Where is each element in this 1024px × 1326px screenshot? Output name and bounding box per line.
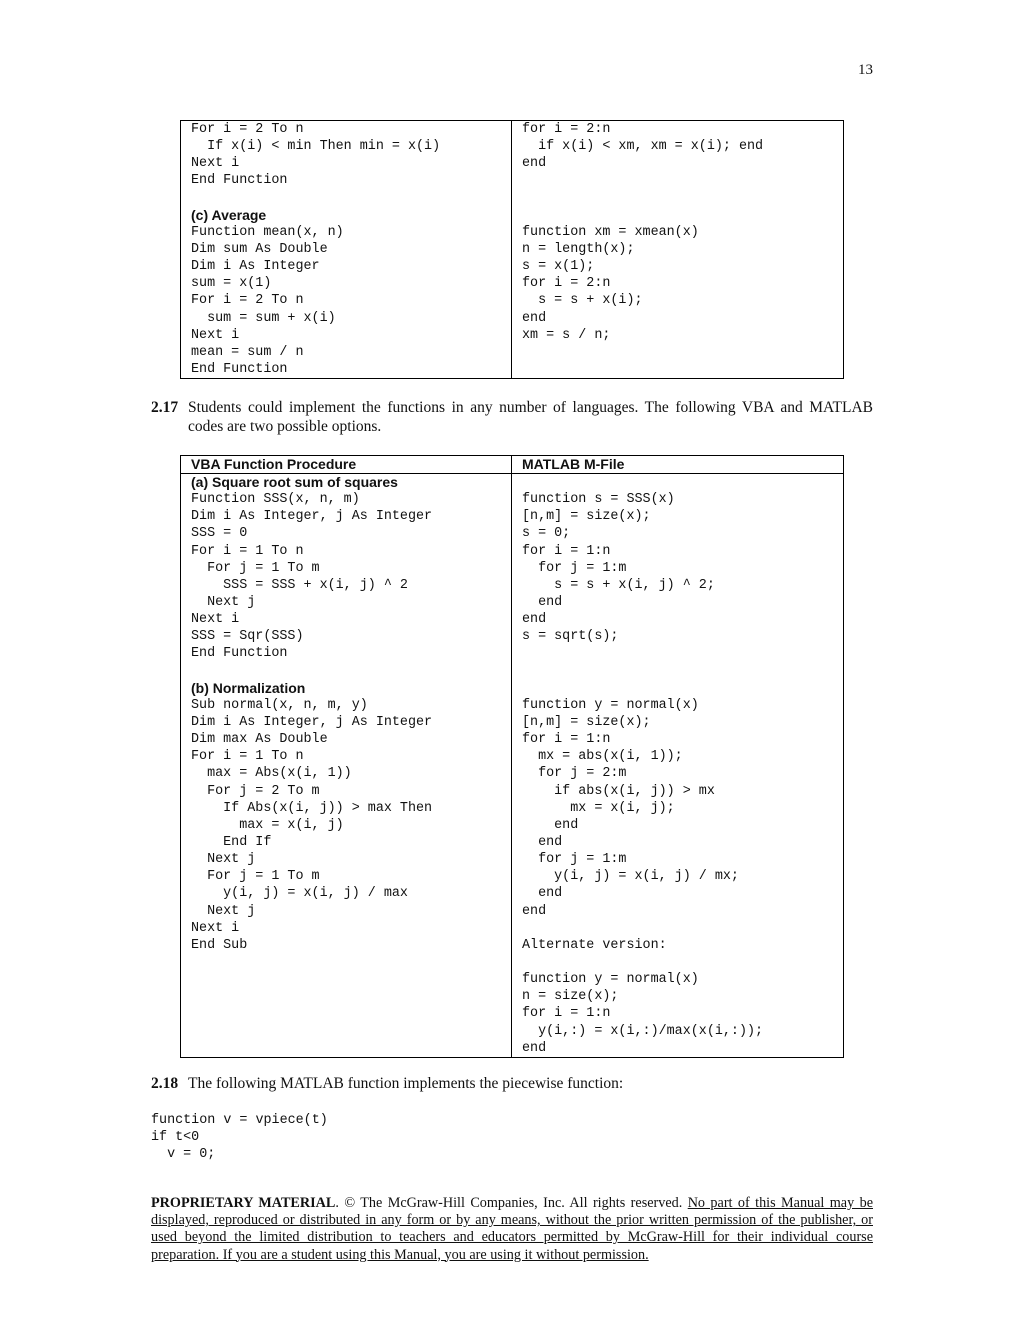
code-line: if abs(x(i, j)) > mx bbox=[522, 783, 715, 799]
code-line: xm = s / n; bbox=[522, 327, 611, 343]
code-line: if x(i) < xm, xm = x(i); end bbox=[522, 139, 764, 155]
code-line: s = sqrt(s); bbox=[522, 629, 619, 645]
code-line: Next i bbox=[191, 920, 240, 936]
code-line: Next i bbox=[191, 156, 240, 172]
code-line: sum = x(1) bbox=[191, 276, 272, 292]
code-line: Dim i As Integer bbox=[191, 259, 320, 275]
code-line: s = s + x(i, j) ^ 2; bbox=[522, 577, 715, 593]
code-line: for i = 1:n bbox=[522, 732, 611, 748]
code-line: Next i bbox=[191, 327, 240, 343]
problem-2-18 bbox=[151, 1074, 873, 1093]
vba-column bbox=[181, 474, 512, 1058]
code-line: Dim i As Integer, j As Integer bbox=[191, 509, 433, 525]
code-line: For i = 1 To n bbox=[191, 543, 304, 559]
code-line: For j = 1 To m bbox=[191, 560, 320, 576]
code-line: if t<0 bbox=[151, 1130, 200, 1146]
code-line: End If bbox=[191, 834, 272, 850]
code-line: Next j bbox=[191, 852, 256, 868]
code-line: Function SSS(x, n, m) bbox=[191, 492, 360, 508]
code-line: end bbox=[522, 817, 579, 833]
code-line: for i = 1:n bbox=[522, 1006, 611, 1022]
vba-code-normal bbox=[191, 697, 511, 954]
matlab-code-normal bbox=[522, 697, 843, 1057]
code-line: end bbox=[522, 612, 547, 628]
code-line: End Sub bbox=[191, 937, 248, 953]
code-line: End Function bbox=[191, 173, 288, 189]
code-line: End Function bbox=[191, 646, 288, 662]
code-line: s = s + x(i); bbox=[522, 293, 643, 309]
code-line: [n,m] = size(x); bbox=[522, 509, 651, 525]
code-table-continued bbox=[180, 120, 844, 379]
matlab-code-block bbox=[522, 121, 843, 172]
code-line: For i = 1 To n bbox=[191, 749, 304, 765]
code-line: y(i, j) = x(i, j) / mx; bbox=[522, 869, 739, 885]
code-line: Dim sum As Double bbox=[191, 241, 328, 257]
code-line: y(i, j) = x(i, j) / max bbox=[191, 886, 408, 902]
code-line: mx = x(i, j); bbox=[522, 800, 675, 816]
header-vba: VBA Function Procedure bbox=[181, 456, 512, 474]
matlab-code-average bbox=[522, 224, 843, 344]
code-line: for i = 2:n bbox=[522, 276, 611, 292]
code-line: sum = sum + x(i) bbox=[191, 310, 336, 326]
vba-code-average bbox=[191, 224, 511, 378]
copyright-text: . © The McGraw-Hill Companies, Inc. All rights reserved. bbox=[335, 1195, 688, 1211]
code-line: For i = 2 To n bbox=[191, 122, 304, 137]
code-line: for i = 2:n bbox=[522, 122, 611, 137]
problem-2-17 bbox=[151, 398, 873, 436]
section-heading-normalization: (b) Normalization bbox=[191, 679, 306, 696]
code-line: function xm = xmean(x) bbox=[522, 224, 699, 240]
section-heading-average: (c) Average bbox=[191, 206, 267, 223]
vba-code-sss bbox=[191, 491, 511, 662]
code-line: mx = abs(x(i, 1)); bbox=[522, 749, 683, 765]
proprietary-label: PROPRIETARY MATERIAL bbox=[151, 1195, 336, 1211]
code-line: end bbox=[522, 594, 563, 610]
code-line: end bbox=[522, 310, 547, 326]
code-line: function s = SSS(x) bbox=[522, 492, 675, 508]
code-line: For j = 1 To m bbox=[191, 869, 320, 885]
matlab-column bbox=[512, 474, 844, 1058]
code-line: end bbox=[522, 156, 547, 172]
matlab-column bbox=[512, 121, 844, 379]
code-line: end bbox=[522, 886, 563, 902]
code-line: max = Abs(x(i, 1)) bbox=[191, 766, 352, 782]
header-matlab: MATLAB M-File bbox=[512, 456, 844, 474]
code-line: Dim i As Integer, j As Integer bbox=[191, 714, 433, 730]
code-line: n = size(x); bbox=[522, 989, 619, 1005]
code-line: for j = 1:m bbox=[522, 852, 627, 868]
code-line: end bbox=[522, 1040, 547, 1056]
code-line: Next j bbox=[191, 903, 256, 919]
code-line: for i = 1:n bbox=[522, 543, 611, 559]
vba-column bbox=[181, 121, 512, 379]
code-line: If x(i) < min Then min = x(i) bbox=[191, 139, 441, 155]
matlab-code-sss bbox=[522, 491, 843, 645]
page-number: 13 bbox=[858, 62, 873, 78]
code-line: Dim max As Double bbox=[191, 732, 328, 748]
code-line: y(i,:) = x(i,:)/max(x(i,:)); bbox=[522, 1023, 764, 1039]
code-line bbox=[522, 920, 843, 937]
section-heading-sss: (a) Square root sum of squares bbox=[191, 474, 398, 490]
matlab-code-vpiece bbox=[151, 1112, 328, 1163]
vba-code-block bbox=[191, 121, 511, 190]
code-line: Next j bbox=[191, 594, 256, 610]
code-line: for j = 2:m bbox=[522, 766, 627, 782]
code-line bbox=[522, 954, 843, 971]
code-line: SSS = 0 bbox=[191, 526, 248, 542]
code-line: For i = 2 To n bbox=[191, 293, 304, 309]
code-line: End Function bbox=[191, 361, 288, 377]
code-line: For j = 2 To m bbox=[191, 783, 320, 799]
code-line: v = 0; bbox=[151, 1147, 216, 1163]
code-line: mean = sum / n bbox=[191, 344, 304, 360]
code-line: for j = 1:m bbox=[522, 560, 627, 576]
code-line: function v = vpiece(t) bbox=[151, 1113, 328, 1128]
code-line: [n,m] = size(x); bbox=[522, 714, 651, 730]
problem-number: 2.18 bbox=[151, 1075, 179, 1092]
code-line: Function mean(x, n) bbox=[191, 224, 344, 240]
code-line: Alternate version: bbox=[522, 937, 667, 953]
permission-notice: No part of this Manual may be displayed, reproduced or distributed in any form or by any means, without the prior written permission of the publisher, or used beyond the limited distribution to teachers and educators permitted by McGraw-Hill for their individual course preparation. If you are a student using this Manual, you are using it without permission. bbox=[151, 1195, 873, 1263]
code-line: end bbox=[522, 903, 547, 919]
code-line: Next i bbox=[191, 612, 240, 628]
code-line: function y = normal(x) bbox=[522, 972, 699, 988]
code-line: s = 0; bbox=[522, 526, 571, 542]
code-line: n = length(x); bbox=[522, 241, 635, 257]
copyright-footer bbox=[151, 1195, 873, 1264]
code-line: max = x(i, j) bbox=[191, 817, 344, 833]
code-line: SSS = SSS + x(i, j) ^ 2 bbox=[191, 577, 408, 593]
code-line: If Abs(x(i, j)) > max Then bbox=[191, 800, 433, 816]
code-line: function y = normal(x) bbox=[522, 697, 699, 713]
code-line: Sub normal(x, n, m, y) bbox=[191, 697, 368, 713]
problem-number: 2.17 bbox=[151, 399, 179, 416]
code-line: s = x(1); bbox=[522, 259, 595, 275]
problem-text: The following MATLAB function implements the piecewise function: bbox=[188, 1075, 624, 1092]
code-line: SSS = Sqr(SSS) bbox=[191, 629, 304, 645]
code-table-2-17 bbox=[180, 455, 844, 1058]
code-line: end bbox=[522, 834, 563, 850]
problem-text: Students could implement the functions in any number of languages. The following VBA and MATLAB codes are two possible options. bbox=[188, 399, 873, 435]
